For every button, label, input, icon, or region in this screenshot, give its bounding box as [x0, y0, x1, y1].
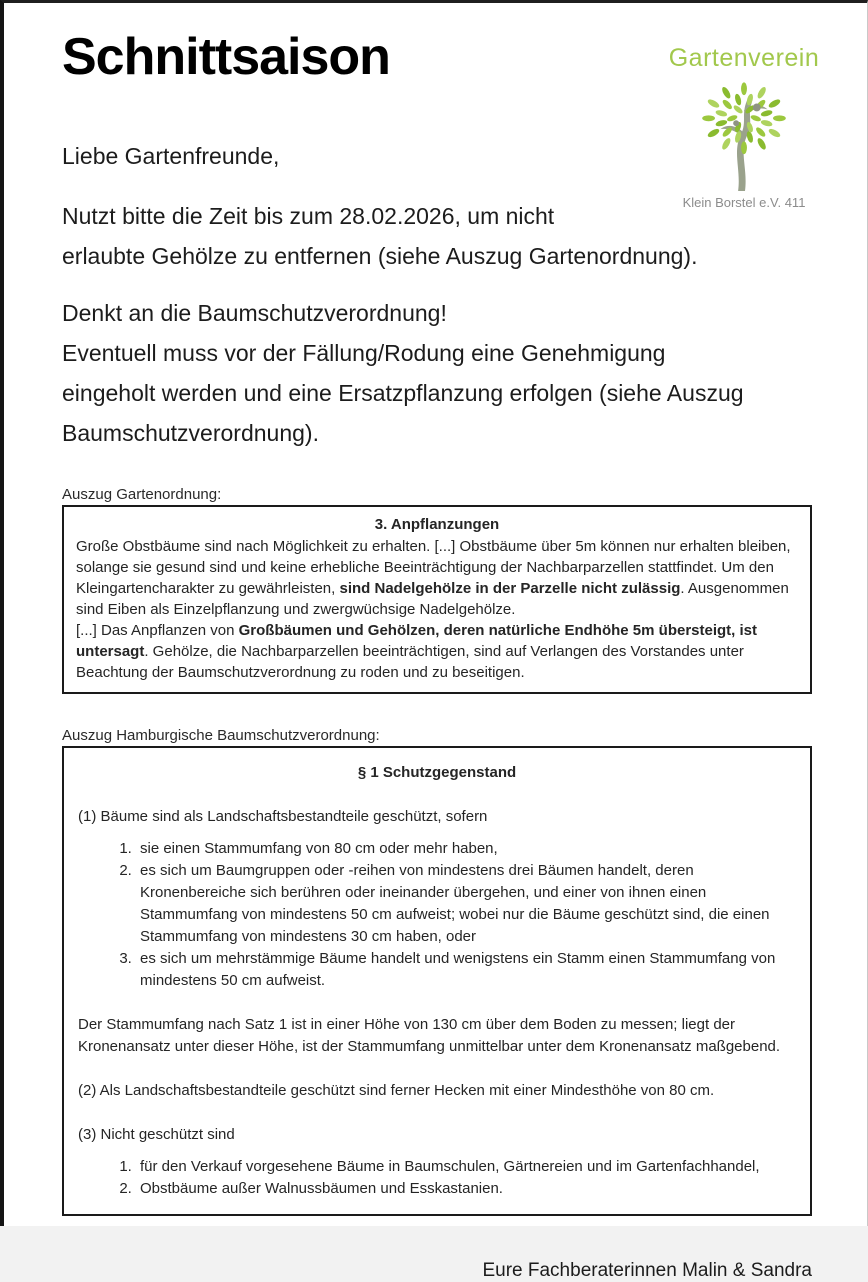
- greeting-text: Liebe Gartenfreunde,: [62, 143, 280, 170]
- section-label-baumschutzverordnung: Auszug Hamburgische Baumschutzverordnung:: [62, 727, 380, 745]
- gartenordnung-body-part2: [76, 620, 798, 683]
- baumschutz-para-3: (3) Nicht geschützt sind: [78, 1126, 235, 1144]
- text-segment: . Ausgenommen sind Eiben als Einzelpflanzung und zwergwüchsige Nadelgehölze.: [76, 580, 789, 619]
- reminder-line: Denkt an die Baumschutzverordnung!: [62, 300, 447, 327]
- baumschutz-heading: § 1 Schutzgegenstand: [357, 764, 517, 782]
- section-label-gartenordnung: Auszug Gartenordnung:: [62, 486, 222, 504]
- baumschutz-para-2: (2) Als Landschaftsbestandteile geschützt sind ferner Hecken mit einer Mindesthöhe von 80 cm.: [78, 1082, 715, 1100]
- baumschutz-para-1: (1) Bäume sind als Landschaftsbestandteile geschützt, sofern: [78, 808, 488, 826]
- logo-caption: Klein Borstel e.V. 411: [682, 194, 806, 210]
- text-segment: [...] Das Anpflanzen von: [76, 622, 239, 640]
- garden-club-logo: [655, 45, 833, 210]
- list-item: 1. sie einen Stammumfang von 80 cm oder mehr haben,: [136, 838, 796, 860]
- gartenordnung-box: [62, 505, 812, 694]
- reminder-line: eingeholt werden und eine Ersatzpflanzung erfolgen (siehe Auszug: [62, 380, 744, 407]
- page-title: Schnittsaison: [62, 28, 390, 86]
- list-item: 2. Obstbäume außer Walnussbäumen und Esskastanien.: [136, 1178, 796, 1200]
- text-segment: Große Obstbäume sind nach Möglichkeit zu erhalten. [...] Obstbäume über 5m können nur erhalten bleiben, solange sie gesund sind und keine erhebliche Beeinträchtigung der Nachbarparzellen stattfindet. Um den Kleingartencharakter zu gewährleisten,: [76, 538, 791, 598]
- not-protected-list: [108, 1156, 796, 1200]
- intro-line: erlaubte Gehölze zu entfernen (siehe Auszug Gartenordnung).: [62, 243, 698, 270]
- logo-org-name: Gartenverein: [668, 44, 820, 72]
- list-item: 1. für den Verkauf vorgesehene Bäume in Baumschulen, Gärtnereien und im Gartenfachhandel,: [136, 1156, 796, 1178]
- intro-line: Nutzt bitte die Zeit bis zum 28.02.2026, um nicht: [62, 203, 555, 230]
- reminder-line: Eventuell muss vor der Fällung/Rodung eine Genehmigung: [62, 340, 666, 367]
- tree-logo-icon: [678, 75, 810, 193]
- reminder-paragraph: [62, 293, 809, 453]
- text-segment: Großbäumen und Gehölzen, deren natürliche Endhöhe 5m übersteigt, ist untersagt: [76, 622, 758, 661]
- protected-trees-list: [108, 838, 796, 992]
- footer-signature: Eure Fachberaterinnen Malin & Sandra: [482, 1260, 812, 1282]
- baumschutzverordnung-box: [62, 746, 812, 1216]
- gartenordnung-heading: 3. Anpflanzungen: [374, 516, 500, 534]
- gartenordnung-body-part1: [76, 536, 798, 620]
- list-item: 2. es sich um Baumgruppen oder -reihen von mindestens drei Bäumen handelt, deren Kronenbereiche sich berühren oder ineinander übergehen, und einer von ihnen einen Stammumfang von mindestens 50 cm aufweist; wobei nur die Bäume geschützt sind, die einen Stammumfang von mindestens 30 cm haben, oder: [136, 860, 796, 948]
- reminder-line: Baumschutzverordnung).: [62, 420, 319, 447]
- text-segment: . Gehölze, die Nachbarparzellen beeinträchtigen, sind auf Verlangen des Vorstandes unter Beachtung der Baumschutzverordnung zu roden und zu beseitigen.: [76, 643, 744, 682]
- text-segment: sind Nadelgehölze in der Parzelle nicht zulässig: [339, 580, 681, 598]
- list-item: 3. es sich um mehrstämmige Bäume handelt und wenigstens ein Stamm einen Stammumfang von mindestens 50 cm aufweist.: [136, 948, 796, 992]
- baumschutz-para-measure: Der Stammumfang nach Satz 1 ist in einer Höhe von 130 cm über dem Boden zu messen; liegt der Kronenansatz unter dieser Höhe, ist der Stammumfang unmittelbar unter dem Kronenansatz maßgebend.: [78, 1016, 781, 1056]
